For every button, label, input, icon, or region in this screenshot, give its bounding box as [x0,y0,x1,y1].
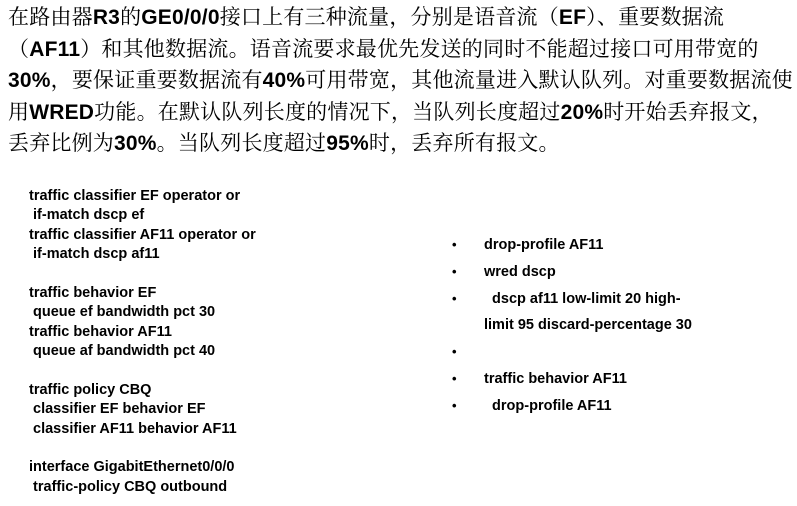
answer-item-text: limit 95 discard-percentage 30 [484,317,692,334]
answer-item-text: drop-profile AF11 [484,237,604,253]
question-text-segment: 20% [560,100,604,124]
question-text-segment: 功能。在默认队列长度的情况下，当队列长度超过 [94,99,561,124]
answer-item-text: drop-profile AF11 [484,397,612,414]
question-text-segment: WRED [29,100,95,124]
question-text-segment: AF11 [29,37,81,61]
config-line: classifier EF behavior EF [29,401,206,418]
config-line: traffic behavior AF11 [29,323,172,340]
config-line: if-match dscp ef [29,207,145,224]
bullet-icon: • [452,263,457,279]
question-text-segment: 可用带宽，其他流量进入默认队列。对重要数据流使用 [8,68,793,124]
config-line: interface GigabitEthernet0/0/0 [29,459,235,476]
question-text-segment: GE0/0/0 [141,6,220,29]
question-text-segment: 接口上有三种流量，分别是语音流（ [219,5,559,29]
answer-item-text: wred dscp [484,263,556,280]
config-line: traffic classifier EF operator or [29,188,241,204]
config-line: queue af bandwidth pct 40 [29,343,216,360]
question-text-segment: R3 [92,6,121,29]
question-text-segment: ）、重要数据流（ [8,5,725,61]
question-text [8,2,794,160]
question-text-segment: 时，丢弃所有报文。 [368,131,560,155]
config-line: traffic-policy CBQ outbound [29,478,228,495]
config-line: traffic policy CBQ [29,381,152,398]
question-text-segment: ，要保证重要数据流有 [50,68,263,92]
question-text-segment: 在路由器 [8,5,93,29]
question-text-segment: 95% [326,132,369,155]
config-line: if-match dscp af11 [29,246,160,263]
config-line: classifier AF11 behavior AF11 [29,420,237,437]
answer-item-text: traffic behavior AF11 [484,370,627,387]
question-text-segment: ）和其他数据流。语音流要求最优先发送的同时不能超过接口可用带宽的 [80,36,759,61]
question-text-segment: EF [558,6,587,29]
question-text-segment: 30% [114,132,157,155]
bullet-icon: • [452,370,457,386]
config-line [29,439,256,458]
bullet-icon: • [452,397,457,413]
config-line [29,265,256,284]
question-text-segment: 。当队列长度超过 [156,131,327,155]
config-line: traffic classifier AF11 operator or [29,226,256,243]
bullet-icon: • [452,290,457,306]
bullet-icon: • [452,237,457,252]
config-line [29,362,256,381]
config-line: queue ef bandwidth pct 30 [29,304,216,321]
bullet-icon: • [452,344,457,360]
question-text-segment: 40% [262,69,306,92]
question-text-segment: 时开始丢弃报文，丢弃比例为 [8,99,773,155]
config-line: traffic behavior EF [29,284,157,301]
answer-item-text: dscp af11 low-limit 20 high- [484,290,681,307]
question-text-segment: 的 [120,5,142,29]
question-text-segment: 30% [8,69,51,92]
config-code-block [29,187,256,497]
